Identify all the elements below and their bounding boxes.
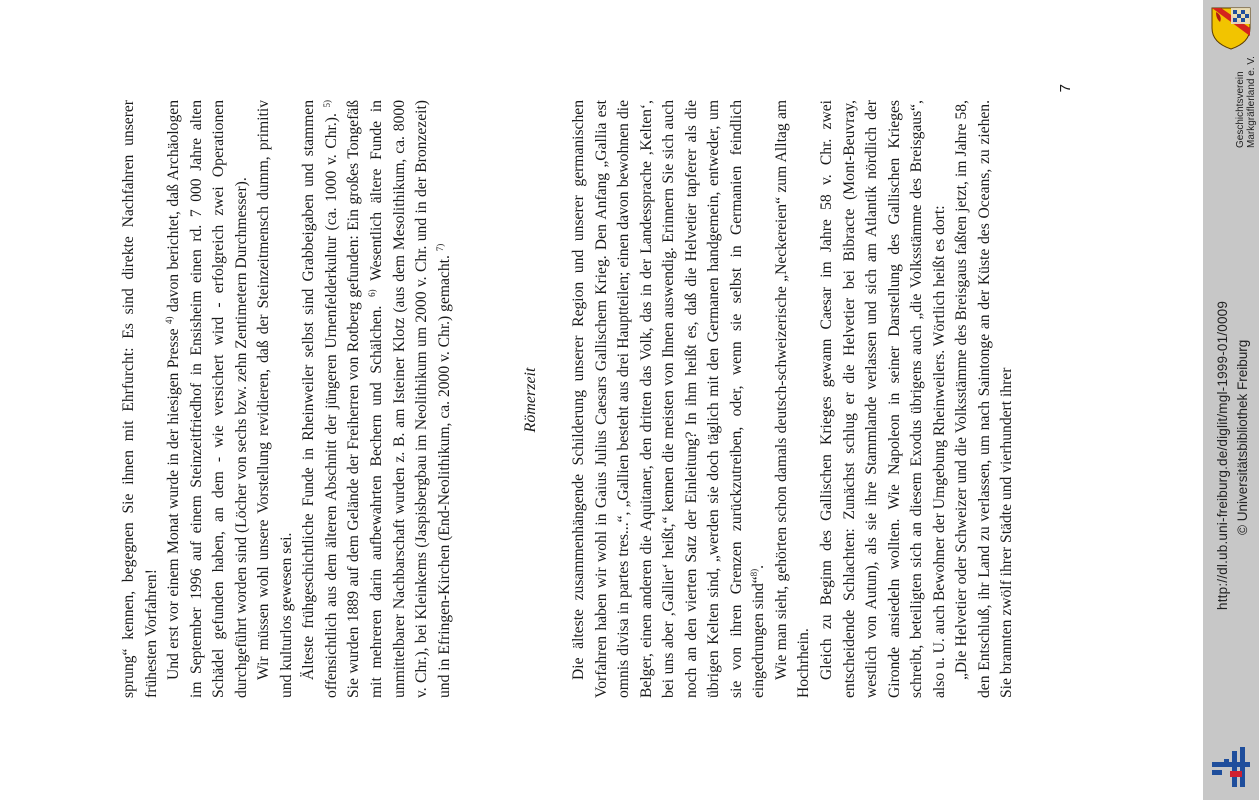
- paragraph-text: Älteste frühgeschichtliche Funde in Rheinweiler selbst sind Grabbeigaben und stammen offensichtlich aus dem älteren Abschnitt der jüngeren Urnenfelderkultur (ca. 1000 v. Chr.).: [300, 100, 340, 698]
- paragraph-text: Sie wurden 1889 auf dem Gelände der Freiherren von Rotberg gefunden: Ein großes Tongefäß mit mehreren darin aufbewahrten Bechern und Schälchen.: [345, 100, 386, 698]
- coat-of-arms-icon: [1208, 6, 1254, 50]
- sidebar-rotated-text: [1203, 0, 1259, 800]
- paragraph-text: davon berichtet, daß Archäologen im September 1996 auf einem Steinzeitfriedhof in Ensisheim einen rd. 7 000 Jahre alten Schädel gefunden haben, an dem - wie versichert wird - erfolgreich zwei Operationen durchgeführt worden sind (Löcher von sechs bzw. zehn Zentimetern Durchmesser).: [165, 100, 250, 698]
- paragraph: [253, 100, 298, 698]
- paragraph: [568, 100, 771, 698]
- text-block-top: [118, 100, 456, 698]
- paragraph-text: Die älteste zusammenhängende Schilderung unserer Region und unserer germanischen Vorfahren haben wir wohl in Gaius Julius Caesars Gallischem Krieg. Den Anfang „Gallia est omnis divisa in partes tres...“, „Gallien besteht aus drei Hauptteilen; einen davon bewohnen die Belger, einen anderen die Aquitaner, den dritten das Volk, das in der Landessprache ‚Kelten‘, bei uns aber ‚Gallier‘ heißt,“ kennen die meisten von Ihnen auswendig. Erinnern Sie sich auch noch an den vierten Satz der Einleitung? In ihm heißt es, daß die Helvetier tapferer als die übrigen Kelten sind, „werden sie doch täglich mit den Germanen handgemein, entweder, um sie von ihren Grenzen zurückzutreiben, oder, wenn sie selbst in Germanien feindlich eingedrungen sind“: [570, 100, 768, 698]
- paragraph: [118, 100, 163, 698]
- paragraph: [951, 100, 1019, 698]
- footnote-ref[interactable]: 8): [749, 568, 760, 577]
- permalink-url[interactable]: http://dl.ub.uni-freiburg.de/diglit/mgl-1999-01/0009: [1215, 300, 1230, 610]
- footnote-ref[interactable]: 5): [321, 100, 332, 108]
- paragraph: [816, 100, 951, 698]
- copyright-notice: © Universitätsbibliothek Freiburg: [1235, 339, 1250, 535]
- page-number: 7: [1057, 84, 1074, 93]
- footnote-ref[interactable]: 4): [163, 316, 174, 324]
- footnote-ref[interactable]: 7): [434, 243, 445, 252]
- section-heading: Römerzeit: [522, 367, 539, 433]
- paragraph-text: sprung“ kennen, begegnen Sie ihnen mit Ehrfurcht: Es sind direkte Nachfahren unserer frühesten Vorfahren!: [120, 100, 160, 698]
- university-library-logo-icon: [1210, 745, 1252, 789]
- society-name-line2: Markgräflerland e. V.: [1246, 56, 1257, 148]
- footnote-ref[interactable]: 6): [366, 289, 377, 297]
- paragraph-text: Wie man sieht, gehörten schon damals deutsch-schweizerische „Neckereien“ zum Alltag am Hochrhein.: [772, 100, 813, 698]
- paragraph-text: Gleich zu Beginn des Gallischen Krieges gewann Caesar im Jahre 58 v. Chr. zwei entscheidende Schlachten: Zunächst schlug er die Helvetier bei Bibracte (Mont-Beuvray, westlich von Autun), als sie ihre Stammlande verlassen und sich am Atlantik nördlich der Gironde ansiedeln wollten. Wie Napoleon in seiner Darstellung des Gallischen Krieges schreibt, beteiligten sich an diesem Exodus übrigens auch „die Volksstämme des Breisgaus“, also u. U. auch Bewohner der Umgebung Rheinweilers. Wörtlich heißt es dort:: [818, 100, 948, 698]
- paragraph-text: Wir müssen wohl unsere Vorstellung revidieren, daß der Steinzeitmensch dumm, primitiv und kulturlos gewesen sei.: [255, 100, 295, 698]
- paragraph-text: Und erst vor einem Monat wurde in der hiesigen Presse: [165, 328, 183, 680]
- text-block-bottom: [568, 100, 1019, 698]
- paragraph: [163, 100, 253, 698]
- paragraph-text: .: [750, 564, 768, 569]
- sidebar-strip: [1203, 0, 1259, 800]
- paragraph-text: „Die Helvetier oder Schweizer und die Volksstämme des Breisgaus faßten jetzt, im Jahre 58, den Entschluß, ihr Land zu verlassen, um nach Saintonge an der Küste des Oceans, zu ziehen. Sie brannten zwölf ihrer Städte und vierhundert ihrer: [953, 100, 1016, 698]
- paragraph-text: Wesentlich ältere Funde in unmittelbarer Nachbarschaft wurden z. B. am Isteiner Klotz (aus dem Mesolithikum, ca. 8000 v. Chr.), bei Kleinkems (Jaspisbergbau im Neolithikum um 2000 v. Chr. und in der Bronzezeit) und in Efringen-Kirchen (End-Neolithikum, ca. 2000 v. Chr.) gemacht.: [368, 100, 453, 698]
- society-name-line1: Geschichtsverein: [1235, 71, 1246, 148]
- paragraph: [771, 100, 816, 698]
- paragraph: [298, 100, 456, 698]
